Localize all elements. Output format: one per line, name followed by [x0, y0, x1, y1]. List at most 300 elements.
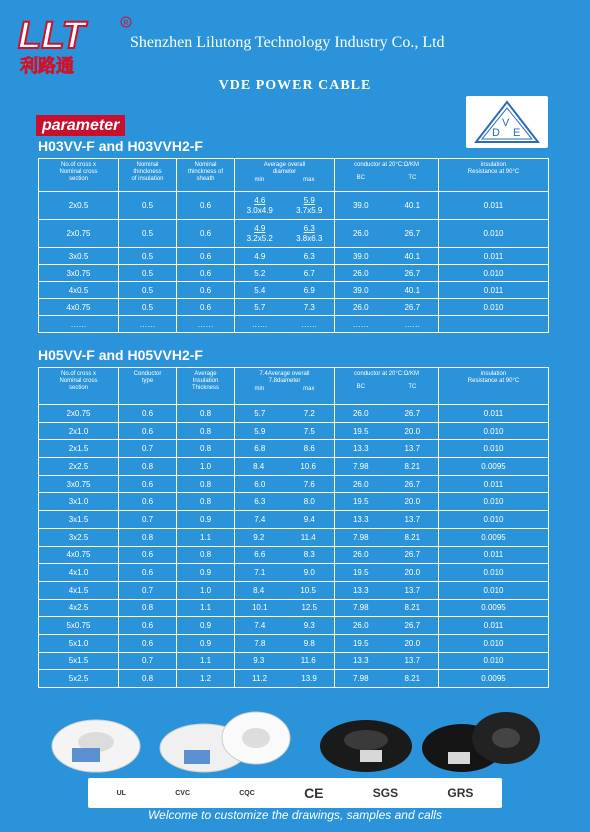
cell-tc: 20.0 [404, 497, 421, 507]
white-cable-coils-image [160, 712, 290, 772]
table2-header-conductor: conductor at 20°C:Ω/KM BC TC [335, 368, 439, 405]
cell-insulation: 0.9 [177, 634, 235, 652]
vde-triangle-icon [466, 96, 548, 148]
cell-bc: 19.5 [352, 568, 369, 578]
cell-resistance: 0.010 [439, 422, 549, 440]
cell-size: 4x0.5 [39, 282, 119, 299]
cell-min: 4.9 [254, 223, 266, 233]
table2-header-diameter: 7.4Average overall 7.8diameter min max [235, 368, 335, 405]
table1-header-resistance: insulation Resistance at 90°C [439, 159, 549, 192]
cell-min: 8.4 [253, 585, 265, 595]
table2-title: H05VV-F and H05VVH2-F [38, 347, 203, 363]
svg-text:利路通: 利路通 [20, 56, 74, 76]
cell-max: 6.9 [303, 285, 315, 295]
cell-size: 2x1.5 [39, 440, 119, 458]
cell-bc: 26.0 [352, 268, 369, 278]
cell-bc: 26.0 [352, 229, 369, 238]
cell-insulation: 0.5 [119, 248, 177, 265]
cell-bc: 13.3 [352, 656, 369, 666]
cell-max: 7.5 [303, 426, 315, 436]
cell-sheath: 0.6 [177, 192, 235, 220]
cell-bc: 13.3 [352, 585, 369, 595]
cell-conductor [335, 475, 439, 493]
cell-resistance: 0.010 [439, 493, 549, 511]
cell-min: 7.8 [254, 638, 266, 648]
cell-insulation: 1.1 [177, 528, 235, 546]
grs-mark-icon: GRS [447, 786, 474, 800]
cell-max: 11.4 [300, 532, 316, 542]
table1-row [39, 282, 549, 299]
cell-tc: 26.7 [404, 550, 421, 560]
company-name: Shenzhen Lilutong Technology Industry Co., Ltd [130, 34, 445, 51]
table2-header-size: No.of cross x Nominal cross section [39, 368, 119, 405]
cell-tc: 13.7 [404, 656, 421, 666]
cell-size: 4x2.5 [39, 599, 119, 617]
cell-sheath: …… [177, 316, 235, 333]
table2-row [39, 670, 549, 688]
cell-insulation: 0.5 [119, 220, 177, 248]
cell-resistance: 0.0095 [439, 458, 549, 476]
company-logo [14, 10, 134, 76]
cell-bc: 39.0 [352, 201, 369, 210]
cell-conductor [335, 599, 439, 617]
cell-size: 4x0.75 [39, 299, 119, 316]
cell-type: 0.7 [119, 652, 177, 670]
table2-row [39, 475, 549, 493]
cell-type: 0.6 [119, 475, 177, 493]
cell-conductor [335, 458, 439, 476]
svg-text:R: R [123, 20, 129, 27]
table1-header-size: No.of cross x Nominal cross section [39, 159, 119, 192]
cvc-mark-icon: CVC [175, 789, 190, 797]
table2-header-insulation: Average Insulation Thickness [177, 368, 235, 405]
cell-min: 5.2 [254, 268, 266, 278]
cell-diameter [235, 670, 335, 688]
cell-max: 8.6 [303, 444, 315, 454]
cell-size: 2x0.75 [39, 220, 119, 248]
cell-resistance: 0.010 [439, 564, 549, 582]
cell-size: 2x0.5 [39, 192, 119, 220]
cell-tc: 20.0 [404, 638, 421, 648]
cell-size: 2x0.75 [39, 405, 119, 423]
cell-insulation: 0.9 [177, 564, 235, 582]
cell-type: 0.6 [119, 405, 177, 423]
cell-min: 6.3 [254, 497, 266, 507]
cell-tc: 26.7 [404, 621, 421, 631]
cell-bc: 7.98 [352, 532, 369, 542]
cell-type: 0.7 [119, 511, 177, 529]
cell-min: 4.9 [254, 251, 266, 261]
cell-diameter [235, 192, 335, 220]
cell-min: 10.1 [251, 603, 268, 613]
cell-diameter [235, 581, 335, 599]
cell-tc: 8.21 [404, 603, 421, 613]
cell-tc: 13.7 [404, 444, 421, 454]
table1-header-diameter: Average overall diameter min max [235, 159, 335, 192]
vde-mark [466, 96, 548, 148]
cell-min: 6.0 [254, 479, 266, 489]
table1-row [39, 220, 549, 248]
cell-tc: 40.1 [404, 251, 421, 261]
table2-row [39, 493, 549, 511]
table2-row [39, 458, 549, 476]
cell-size: 2x2.5 [39, 458, 119, 476]
table1-header-sheath: Nominal thinckness of sheath [177, 159, 235, 192]
cell-min: 8.4 [253, 461, 265, 471]
cell-type: 0.6 [119, 564, 177, 582]
cell-size: 4x1.5 [39, 581, 119, 599]
cell-bc: 26.0 [352, 479, 369, 489]
cell-min: 7.4 [254, 514, 266, 524]
svg-text:V: V [502, 117, 510, 129]
cell-insulation: 0.8 [177, 546, 235, 564]
table1-row [39, 248, 549, 265]
cell-conductor [335, 652, 439, 670]
cell-insulation: 1.0 [177, 581, 235, 599]
cell-resistance: 0.010 [439, 440, 549, 458]
table1-row [39, 299, 549, 316]
black-cable-coils-image [422, 712, 540, 772]
cell-insulation: 1.2 [177, 670, 235, 688]
cell-max: 11.6 [300, 656, 316, 666]
cell-bc: 39.0 [352, 285, 369, 295]
table2-row [39, 511, 549, 529]
cell-bc: 39.0 [352, 251, 369, 261]
cell-min: 4.6 [254, 195, 266, 205]
certification-bar [88, 778, 502, 808]
cell-conductor [335, 405, 439, 423]
table1-row [39, 316, 549, 333]
cell-diameter [235, 634, 335, 652]
cell-min-flat: 3.0x4.9 [246, 205, 273, 215]
cell-insulation: 0.5 [119, 192, 177, 220]
parameter-badge: parameter [36, 115, 125, 136]
svg-text:E: E [513, 127, 521, 139]
cell-resistance: 0.010 [439, 652, 549, 670]
cell-bc: 7.98 [352, 461, 369, 471]
cell-conductor [335, 192, 439, 220]
cell-insulation: 1.1 [177, 652, 235, 670]
cell-conductor [335, 440, 439, 458]
cell-diameter [235, 265, 335, 282]
cell-resistance: 0.0095 [439, 599, 549, 617]
cell-resistance: 0.010 [439, 511, 549, 529]
table2-row [39, 564, 549, 582]
cell-diameter [235, 546, 335, 564]
cell-diameter [235, 528, 335, 546]
cell-diameter [235, 282, 335, 299]
cell-size: 5x1.0 [39, 634, 119, 652]
cell-insulation: 0.8 [177, 422, 235, 440]
cell-bc: 19.5 [352, 638, 369, 648]
ul-mark-icon: UL [116, 789, 126, 797]
cell-diameter [235, 564, 335, 582]
cell-conductor [335, 670, 439, 688]
cell-resistance: 0.010 [439, 299, 549, 316]
cell-max: 9.0 [303, 568, 315, 578]
cell-bc: 26.0 [352, 621, 369, 631]
cell-min: 7.1 [254, 568, 266, 578]
cell-tc: 8.21 [404, 461, 421, 471]
cell-max: 9.4 [303, 514, 315, 524]
cell-insulation: 0.8 [177, 475, 235, 493]
cell-sheath: 0.6 [177, 248, 235, 265]
cell-diameter [235, 422, 335, 440]
table2-row [39, 617, 549, 635]
cell-min: 5.7 [254, 408, 266, 418]
cell-max: 12.5 [301, 603, 318, 613]
cell-tc: 40.1 [404, 201, 421, 210]
cell-resistance: 0.011 [439, 248, 549, 265]
cell-bc: 26.0 [352, 550, 369, 560]
cell-insulation: 0.9 [177, 617, 235, 635]
cell-resistance: 0.010 [439, 581, 549, 599]
table2-row [39, 405, 549, 423]
cell-type: 0.8 [119, 458, 177, 476]
cell-resistance: 0.011 [439, 617, 549, 635]
cell-insulation: …… [119, 316, 177, 333]
cell-size: 2x1.0 [39, 422, 119, 440]
cell-conductor [335, 265, 439, 282]
cell-bc: 26.0 [352, 408, 369, 418]
cell-min: 6.6 [254, 550, 266, 560]
table1 [38, 158, 549, 333]
cell-conductor [335, 493, 439, 511]
cell-bc: 26.0 [352, 302, 369, 312]
cell-size: 4x1.0 [39, 564, 119, 582]
svg-text:LLT: LLT [18, 15, 85, 57]
cell-diameter [235, 440, 335, 458]
cell-diameter [235, 599, 335, 617]
cell-tc: 8.21 [404, 674, 421, 684]
product-images [44, 708, 544, 776]
cell-tc: 40.1 [404, 285, 421, 295]
cell-size: 3x1.5 [39, 511, 119, 529]
cell-diameter [235, 220, 335, 248]
cell-type: 0.8 [119, 599, 177, 617]
cell-resistance: 0.011 [439, 475, 549, 493]
table2-row [39, 440, 549, 458]
cell-max: 9.3 [303, 621, 315, 631]
cell-insulation: 0.8 [177, 440, 235, 458]
cell-max: 7.6 [303, 479, 315, 489]
cell-type: 0.6 [119, 546, 177, 564]
cell-min: 5.7 [254, 302, 266, 312]
cell-insulation: 1.0 [177, 458, 235, 476]
table1-row [39, 265, 549, 282]
cell-conductor [335, 511, 439, 529]
table1-row [39, 192, 549, 220]
cell-tc: 13.7 [404, 514, 421, 524]
cell-conductor [335, 581, 439, 599]
cell-resistance: 0.010 [439, 265, 549, 282]
cell-max: 5.9 [303, 195, 315, 205]
cell-conductor [335, 528, 439, 546]
cell-size: 3x0.75 [39, 475, 119, 493]
cell-diameter [235, 458, 335, 476]
cell-conductor [335, 546, 439, 564]
cell-min-flat: 3.2x5.2 [246, 233, 273, 243]
cell-max: 7.3 [303, 302, 315, 312]
cell-conductor [335, 282, 439, 299]
cell-min: 9.2 [253, 532, 265, 542]
cell-insulation: 0.5 [119, 265, 177, 282]
svg-text:D: D [492, 127, 500, 139]
cell-diameter [235, 405, 335, 423]
cell-diameter [235, 475, 335, 493]
cell-conductor [335, 220, 439, 248]
table1-header-insulation: Nominal thinckness of insulation [119, 159, 177, 192]
cell-tc: 26.7 [404, 479, 421, 489]
table2 [38, 367, 549, 688]
cell-diameter [235, 299, 335, 316]
cell-type: 0.6 [119, 493, 177, 511]
cell-size: 3x2.5 [39, 528, 119, 546]
cell-size: …… [39, 316, 119, 333]
cell-conductor [335, 422, 439, 440]
cell-insulation: 0.5 [119, 299, 177, 316]
cell-min: 5.9 [254, 426, 266, 436]
cell-conductor [335, 634, 439, 652]
cell-max-flat: 3.8x6.3 [296, 233, 323, 243]
cell-insulation: 0.5 [119, 282, 177, 299]
table1-header-conductor: conductor at 20°C:Ω/KM BC TC [335, 159, 439, 192]
cell-bc: 7.98 [352, 674, 369, 684]
cell-tc: 20.0 [404, 426, 421, 436]
cell-conductor [335, 564, 439, 582]
cell-type: 0.6 [119, 634, 177, 652]
cell-resistance [439, 316, 549, 333]
cell-insulation: 1.1 [177, 599, 235, 617]
cell-bc: 7.98 [352, 603, 369, 613]
cell-diameter [235, 316, 335, 333]
cell-tc: 26.7 [404, 302, 421, 312]
cell-sheath: 0.6 [177, 220, 235, 248]
cell-type: 0.6 [119, 422, 177, 440]
table2-row [39, 599, 549, 617]
cell-size: 5x2.5 [39, 670, 119, 688]
cell-max: 6.3 [303, 223, 315, 233]
cell-size: 3x0.75 [39, 265, 119, 282]
cell-type: 0.8 [119, 670, 177, 688]
cell-max: 6.3 [303, 251, 315, 261]
white-cable-coil-image [52, 720, 140, 772]
table2-header-type: Conductor type [119, 368, 177, 405]
cell-tc: 8.21 [404, 532, 421, 542]
cell-resistance: 0.0095 [439, 670, 549, 688]
cell-type: 0.7 [119, 581, 177, 599]
cell-tc: 26.7 [404, 229, 421, 238]
cell-max: 8.0 [303, 497, 315, 507]
cell-max: 7.2 [303, 408, 315, 418]
cell-resistance: 0.010 [439, 220, 549, 248]
cell-sheath: 0.6 [177, 265, 235, 282]
table2-row [39, 422, 549, 440]
cell-type: 0.6 [119, 617, 177, 635]
cell-max-flat: 3.7x5.9 [296, 205, 323, 215]
black-cable-coil-image [320, 720, 412, 772]
cell-conductor [335, 299, 439, 316]
table2-header-resistance: insulation Resistance at 90°C [439, 368, 549, 405]
cell-conductor [335, 617, 439, 635]
table2-header-row [39, 368, 549, 405]
sgs-mark-icon: SGS [372, 786, 399, 800]
cell-size: 5x1.5 [39, 652, 119, 670]
cell-resistance: 0.011 [439, 405, 549, 423]
cell-sheath: 0.6 [177, 282, 235, 299]
cell-resistance: 0.011 [439, 192, 549, 220]
cell-sheath: 0.6 [177, 299, 235, 316]
table1-header-row [39, 159, 549, 192]
cqc-mark-icon: CQC [239, 789, 255, 797]
cell-insulation: 0.8 [177, 493, 235, 511]
cell-max: 6.7 [303, 268, 315, 278]
cell-tc: …… [404, 319, 421, 329]
cell-min: …… [251, 319, 268, 329]
cell-bc: 13.3 [352, 444, 369, 454]
table2-row [39, 528, 549, 546]
cell-max: …… [301, 319, 318, 329]
cell-bc: …… [352, 319, 369, 329]
cell-resistance: 0.0095 [439, 528, 549, 546]
cell-resistance: 0.011 [439, 546, 549, 564]
cell-max: 10.6 [300, 461, 316, 471]
ce-mark-icon: CE [304, 785, 324, 801]
cell-resistance: 0.011 [439, 282, 549, 299]
cell-diameter [235, 617, 335, 635]
table2-row [39, 634, 549, 652]
cell-min: 9.3 [253, 656, 265, 666]
cell-bc: 13.3 [352, 514, 369, 524]
cell-conductor [335, 248, 439, 265]
cell-min: 5.4 [254, 285, 266, 295]
cell-size: 4x0.75 [39, 546, 119, 564]
cell-bc: 19.5 [352, 426, 369, 436]
document-title: VDE POWER CABLE [218, 78, 372, 93]
cell-tc: 13.7 [404, 585, 421, 595]
cell-size: 3x0.5 [39, 248, 119, 265]
cell-min: 6.8 [254, 444, 266, 454]
cell-diameter [235, 493, 335, 511]
table2-row [39, 546, 549, 564]
cell-max: 10.5 [300, 585, 316, 595]
cell-size: 3x1.0 [39, 493, 119, 511]
cell-insulation: 0.8 [177, 405, 235, 423]
cell-diameter [235, 248, 335, 265]
cell-bc: 19.5 [352, 497, 369, 507]
cell-insulation: 0.9 [177, 511, 235, 529]
cell-resistance: 0.010 [439, 634, 549, 652]
cell-conductor [335, 316, 439, 333]
cell-type: 0.7 [119, 440, 177, 458]
table2-row [39, 581, 549, 599]
cell-min: 7.4 [254, 621, 266, 631]
cell-tc: 26.7 [404, 268, 421, 278]
cell-tc: 20.0 [404, 568, 421, 578]
cell-max: 13.9 [301, 674, 317, 684]
cell-min: 11.2 [252, 674, 268, 684]
cell-max: 8.3 [303, 550, 315, 560]
cell-diameter [235, 511, 335, 529]
footer-text: Welcome to customize the drawings, samples and calls [148, 808, 442, 822]
table1-title: H03VV-F and H03VVH2-F [38, 138, 203, 154]
cell-type: 0.8 [119, 528, 177, 546]
cell-max: 9.8 [303, 638, 315, 648]
cell-tc: 26.7 [404, 408, 421, 418]
table2-row [39, 652, 549, 670]
cell-diameter [235, 652, 335, 670]
cell-size: 5x0.75 [39, 617, 119, 635]
